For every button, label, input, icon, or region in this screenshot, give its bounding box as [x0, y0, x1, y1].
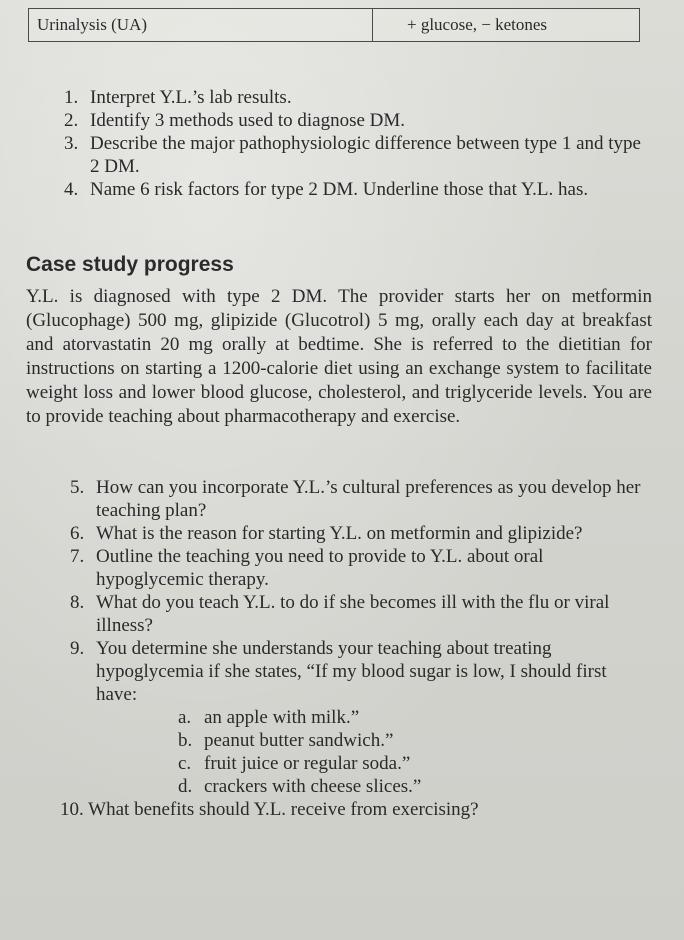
question-number: 9. — [70, 638, 85, 659]
question-number: 8. — [70, 592, 85, 613]
question-5 — [70, 476, 650, 522]
option-letter: c. — [178, 753, 192, 774]
option-letter: a. — [178, 707, 192, 728]
question-7 — [70, 545, 650, 591]
question-10 — [60, 798, 650, 821]
question-6 — [70, 522, 650, 545]
option-a — [178, 706, 650, 729]
question-list-part2 — [60, 476, 650, 821]
question-1 — [64, 86, 654, 109]
question-3 — [64, 132, 654, 178]
question-text: What do you teach Y.L. to do if she becomes ill with the flu or viral illness? — [96, 592, 610, 636]
question-number: 10. — [60, 799, 84, 820]
question-list-part1 — [64, 86, 654, 201]
option-b — [178, 729, 650, 752]
question-text: Outline the teaching you need to provide to Y.L. about oral hypoglycemic therapy. — [96, 546, 544, 590]
question-text: Name 6 risk factors for type 2 DM. Underline those that Y.L. has. — [90, 179, 589, 200]
urinalysis-table-row — [28, 8, 640, 42]
question-number: 4. — [64, 179, 79, 200]
option-letter: b. — [178, 730, 193, 751]
question-text: What is the reason for starting Y.L. on metformin and glipizide? — [96, 523, 583, 544]
question-text: Describe the major pathophysiologic difference between type 1 and type 2 DM. — [90, 133, 641, 177]
answer-options — [96, 706, 650, 798]
question-text: Identify 3 methods used to diagnose DM. — [90, 110, 406, 131]
option-text: peanut butter sandwich.” — [204, 730, 394, 751]
question-number: 2. — [64, 110, 79, 131]
option-text: fruit juice or regular soda.” — [204, 753, 411, 774]
question-number: 7. — [70, 546, 85, 567]
question-number: 5. — [70, 477, 85, 498]
section-heading: Case study progress — [26, 253, 234, 276]
question-4 — [64, 178, 654, 201]
option-text: an apple with milk.” — [204, 707, 360, 728]
question-8 — [70, 591, 650, 637]
option-c — [178, 752, 650, 775]
question-number: 6. — [70, 523, 85, 544]
question-number: 1. — [64, 87, 79, 108]
question-2 — [64, 109, 654, 132]
urinalysis-label: Urinalysis (UA) — [29, 9, 373, 41]
question-text: Interpret Y.L.’s lab results. — [90, 87, 292, 108]
option-letter: d. — [178, 776, 193, 797]
urinalysis-result: + glucose, − ketones — [407, 15, 548, 34]
option-text: crackers with cheese slices.” — [204, 776, 422, 797]
case-progress-paragraph: Y.L. is diagnosed with type 2 DM. The provider starts her on metformin (Glucophage) 500 mg, glipizide (Glucotrol) 5 mg, orally each day at breakfast and atorvastatin 20 mg orally at bedtime. She is referred to the dietitian for instructions on starting a 1200-calorie diet using an exchange system to facilitate weight loss and lower blood glucose, cholesterol, and triglyceride levels. You are to provide teaching about pharmacotherapy and exercise. — [26, 286, 652, 427]
question-9 — [70, 637, 650, 798]
option-d — [178, 775, 650, 798]
question-text: How can you incorporate Y.L.’s cultural preferences as you develop her teaching plan? — [96, 477, 641, 521]
question-text: What benefits should Y.L. receive from exercising? — [88, 799, 479, 820]
question-number: 3. — [64, 133, 79, 154]
question-text: You determine she understands your teaching about treating hypoglycemia if she states, “If my blood sugar is low, I should first have: — [96, 638, 607, 705]
